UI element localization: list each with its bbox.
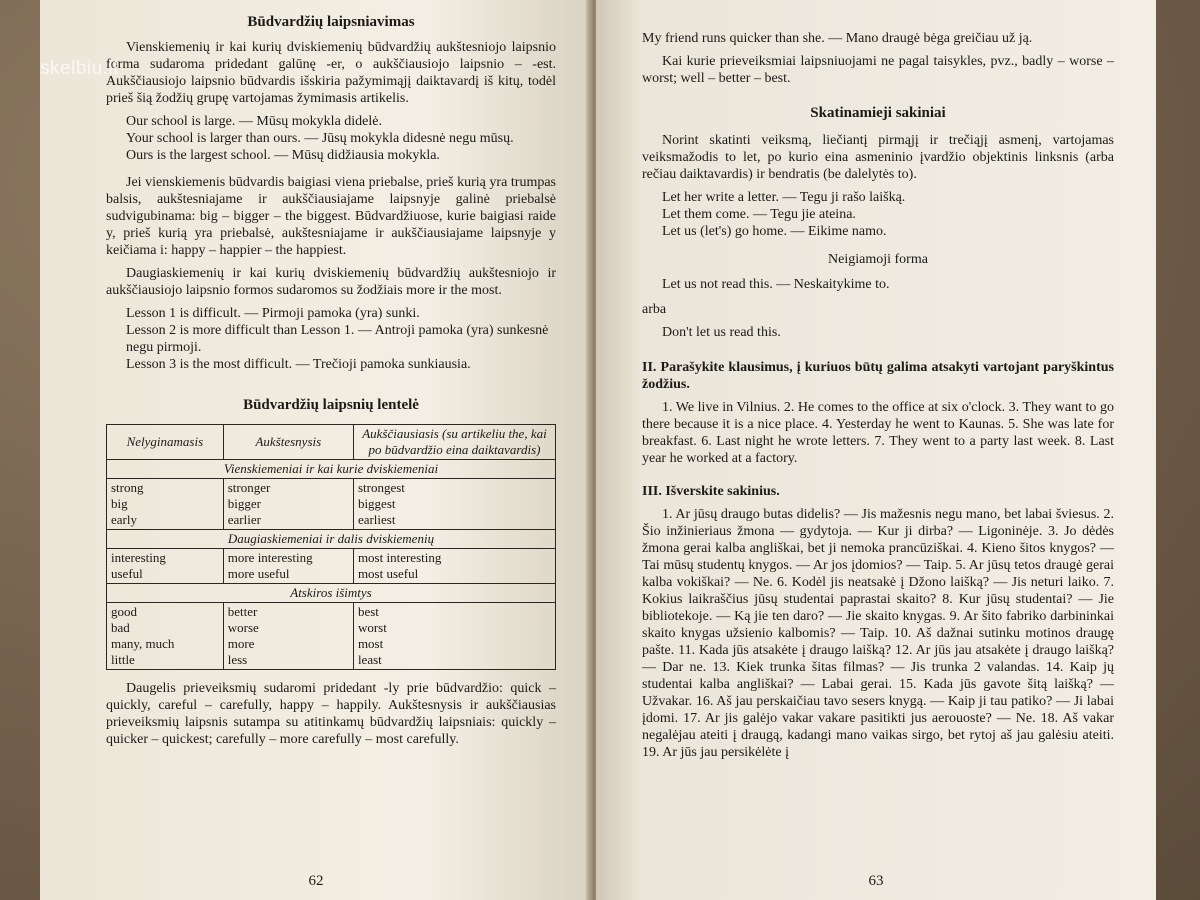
right-paragraph: Kai kurie prieveiksmiai laipsniuojami ne pagal taisykles, pvz., badly – worse – worst; well – better – best. [642,54,1114,86]
right-example-line: Let her write a letter. — Tegu ji rašo laišką. [662,190,906,205]
right-page [596,0,1156,900]
left-paragraph-1: Vienskiemenių ir kai kurių dviskiemenių būdvardžių aukštesniojo laipsnio forma sudaroma pridedant galūnę -er, o aukščiausiojo laipsnio – -est. Aukščiausiojo laipsnio būdvardis išskiria pažymimąjį daiktavardį iš kitų, todėl prieš šią žodžių grupę vartojamas žymimasis artikelis. [106,40,556,106]
table-cell: best worst most least [353,603,555,670]
page-number: 63 [868,873,884,889]
left-example-line: Lesson 2 is more difficult than Lesson 1. — Antroji pamoka (yra) sunkesnė negu pirmoji. [126,323,549,355]
table-row [107,479,556,530]
right-example-line: Let us (let's) go home. — Eikime namo. [662,224,887,239]
left-paragraph-4: Daugelis prieveiksmių sudaromi pridedant -ly prie būdvardžio: quick – quickly, careful – carefully, happy – happily. Aukštesnysis ir aukščiausias prieveiksmių laipsnis sutampa su atitinkamų būdvardžių laipsniais: quickly – quicker – quickest; carefully – more carefully – most carefully. [106,681,556,747]
left-paragraph-3: Daugiaskiemenių ir kai kurių dviskiemenių būdvardžių aukštesniojo ir aukščiausiojo laipsnio formos sudaromos su žodžiais more ir the most. [106,266,556,298]
table-cell: strongest biggest earliest [353,479,555,530]
section-heading: Skatinamieji sakiniai [810,105,946,121]
right-example-line: Don't let us read this. [662,325,781,340]
watermark-logo: skelbiu.lt [40,58,119,79]
left-example-line: Ours is the largest school. — Mūsų didžiausia mokykla. [126,148,440,163]
right-example-line: Let us not read this. — Neskaitykime to. [662,277,890,292]
right-paragraph: Norint skatinti veiksmą, liečiantį pirmąjį ir trečiąjį asmenį, vartojamas veiksmažodis to let, po kurio eina asmeninio įvardžio objektinis linksnis (arba rečiau daiktavardis) ir bendratis (be dalelytės to). [642,133,1114,182]
page-number: 62 [308,873,324,889]
exercise-3-title: III. Išverskite sakinius. [642,484,780,499]
left-paragraph-2: Jei vienskiemenis būdvardis baigiasi viena priebalse, prieš kurią yra trumpas balsis, aukštesniajame ir aukščiausiajame laipsnyje galinė priebalsė sudvigubinama: big – bigger – the biggest. Būdvardžiuose, kurie baigiasi raide y, prieš kurią yra priebalsė, aukštesniajame ir aukščiausiajame laipsnyje y keičiama i: happy – happier – the happiest. [106,175,556,258]
left-page-title: Būdvardžių laipsniavimas [247,14,415,30]
left-example-line: Your school is larger than ours. — Jūsų mokykla didesnė negu mūsų. [126,131,514,146]
table-title: Būdvardžių laipsnių lentelė [243,397,419,413]
table-group-label: Vienskiemeniai ir kai kurie dviskiemeniai [107,460,556,479]
comparison-table [106,424,556,670]
table-cell: interesting useful [107,549,224,584]
right-example-line: Let them come. — Tegu jie ateina. [662,207,856,222]
table-cell: better worse more less [223,603,353,670]
table-row [107,603,556,670]
left-example-line: Lesson 1 is difficult. — Pirmoji pamoka (yra) sunki. [126,306,420,321]
table-row [107,549,556,584]
exercise-2-title: II. Parašykite klausimus, į kuriuos būtų galima atsakyti vartojant paryškintus žodžius. [642,360,1114,392]
table-cell: more interesting more useful [223,549,353,584]
table-cell: most interesting most useful [353,549,555,584]
table-group-label: Daugiaskiemeniai ir dalis dviskiemenių [107,530,556,549]
table-cell: good bad many, much little [107,603,224,670]
table-group-label: Atskiros išimtys [107,584,556,603]
exercise-3-body: 1. Ar jūsų draugo butas didelis? — Jis mažesnis negu mano, bet labai šviesus. 2. Šio inžinieriaus žmona — gydytoja. — Kur ji dirba? — Ligoninėje. 3. Jo dėdės žmona gerai kalba angliškai, bet ji nemoka prancūziškai. 4. Kieno šitos knygos? — Tai mūsų studentų knygos. — Ar jos įdomios? — Taip. 5. Ar jūsų tetos draugė gerai kalba vokiškai? — Ne. 6. Kodėl jis neatsakė į Džono laišką? — Jis neturi laiko. 7. Kokius laikraščius jūsų studentai paprastai skaito? 8. Kur jūsų studentai? — Jie bibliotekoje. — Ką jie ten daro? — Jie skaito knygas. 9. Ar šito fabriko darbininkai skaito knygas užsienio kalbomis? — Taip. 10. Aš dažnai sutinku motinos draugę pašte. 11. Kada jūs atsakėte į draugo laišką? 12. Ar jūs jau atsakėte į draugo laišką? — Dar ne. 13. Kiek trunka šitas filmas? — Jis trunka 2 valandas. 14. Kaip jų studentai kalba angliškai? — Labai gerai. 15. Kada jūs gavote šitą laišką? — Užvakar. 16. Aš jau perskaičiau tavo sesers knygą. — Kaip ji tau patiko? — Ji labai įdomi. 17. Ar jis galėjo vakar vakare pasitikti jus aerouoste? — Ne. 18. Aš vakar negalėjau ateiti į draugą, kadangi mano vaikas sirgo, bet rytoj aš jau galėsiu ateiti. 19. Ar jūs jau persikėlėte į [642,507,1114,760]
table-header-cell: Nelyginamasis [107,425,224,460]
table-header-cell: Aukščiausiasis (su artikeliu the, kai po būdvardžio eina daiktavardis) [353,425,555,460]
exercise-2-body: 1. We live in Vilnius. 2. He comes to the office at six o'clock. 3. They want to go there because it is a nice place. 4. Yesterday he went to Kaunas. 5. She was late for breakfast. 6. Last night he wrote letters. 7. They went to a party last week. 8. Last year he worked at a factory. [642,400,1114,466]
table-header-cell: Aukštesnysis [223,425,353,460]
left-example-line: Lesson 3 is the most difficult. — Trečioji pamoka sunkiausia. [126,357,471,372]
table-cell: strong big early [107,479,224,530]
left-example-line: Our school is large. — Mūsų mokykla didelė. [126,114,382,129]
right-line: arba [642,302,667,317]
right-line: My friend runs quicker than she. — Mano draugė bėga greičiau už ją. [642,31,1033,46]
left-page [40,0,592,900]
table-header-row [107,425,556,460]
table-cell: stronger bigger earlier [223,479,353,530]
section-subheading: Neigiamoji forma [828,252,928,267]
